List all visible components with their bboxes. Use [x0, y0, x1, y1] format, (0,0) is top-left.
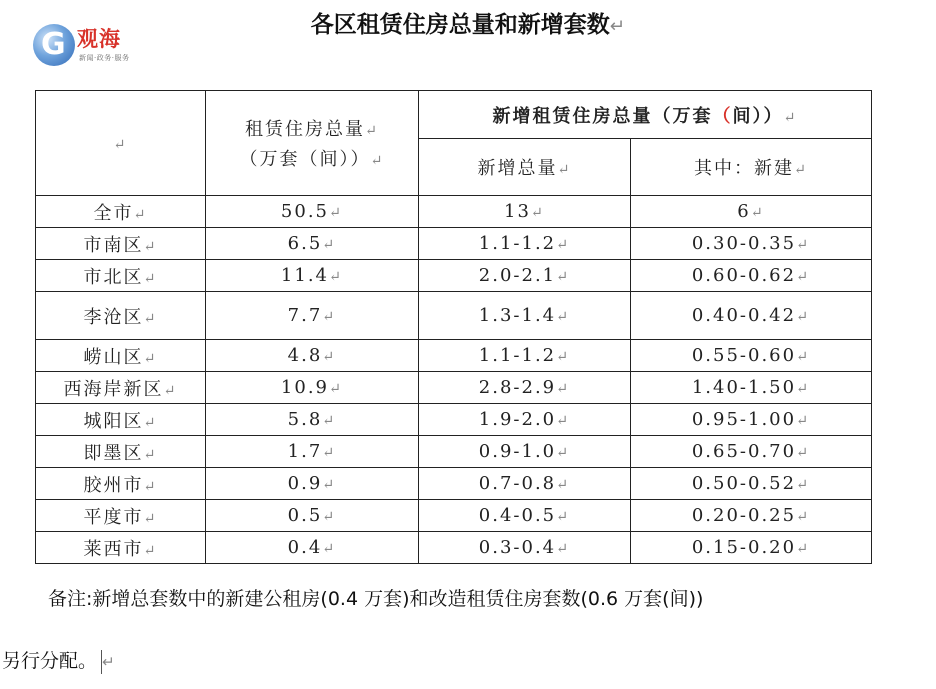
logo-brand: 观海	[77, 27, 121, 51]
cell-total	[206, 404, 419, 436]
cell-district	[36, 532, 206, 564]
cell-total-value: 5.8	[287, 409, 323, 430]
cell-new-built	[631, 292, 872, 340]
table-row	[36, 404, 872, 436]
cell-new-built-value: 0.95-1.00	[691, 409, 797, 430]
paragraph-mark: ↵	[783, 109, 798, 126]
cell-new-built	[631, 372, 872, 404]
paragraph-mark: ↵	[556, 269, 571, 285]
cell-new-built-value: 6	[737, 201, 751, 222]
cell-added-value: 1.3-1.4	[478, 305, 557, 326]
cell-new-built	[631, 228, 872, 260]
cell-new-built-value: 0.65-0.70	[691, 441, 797, 462]
paragraph-mark: ↵	[133, 206, 148, 223]
cell-total	[206, 372, 419, 404]
cell-district	[36, 500, 206, 532]
paragraph-mark: ↵	[556, 309, 571, 325]
paragraph-mark: ↵	[143, 270, 158, 287]
cell-total	[206, 532, 419, 564]
cell-new-built	[631, 340, 872, 372]
table-row	[36, 500, 872, 532]
header-group-text-b: 间））	[732, 105, 784, 127]
cell-added-value: 0.7-0.8	[478, 473, 557, 494]
paragraph-mark: ↵	[329, 381, 344, 397]
cell-total-value: 0.9	[287, 473, 323, 494]
cell-total	[206, 340, 419, 372]
paragraph-mark: ↵	[322, 445, 337, 461]
paragraph-mark: ↵	[796, 309, 811, 325]
cell-total-value: 1.7	[287, 441, 323, 462]
header-group-text-a: 新增租赁住房总量（万套	[492, 105, 713, 127]
paragraph-mark: ↵	[796, 541, 811, 557]
paragraph-mark: ↵	[143, 542, 158, 559]
paragraph-mark: ↵	[796, 445, 811, 461]
cell-district	[36, 228, 206, 260]
header-new-built	[631, 139, 872, 196]
cell-district-value: 莱西市	[83, 538, 144, 560]
paragraph-mark: ↵	[322, 349, 337, 365]
table-row	[36, 228, 872, 260]
cell-new-built-value: 0.40-0.42	[691, 305, 797, 326]
paragraph-mark: ↵	[750, 205, 765, 221]
paragraph-mark: ↵	[370, 153, 385, 169]
cell-added-value: 0.9-1.0	[478, 441, 557, 462]
cell-added	[419, 468, 631, 500]
cell-district-value: 全市	[93, 202, 134, 224]
header-new-total-text: 新增总量	[477, 158, 558, 179]
paragraph-mark: ↵	[143, 310, 158, 327]
note-line-2-wrap	[2, 647, 115, 676]
table-row	[36, 532, 872, 564]
paragraph-mark: ↵	[557, 162, 572, 178]
note-line-2: 另行分配。	[2, 650, 98, 672]
cell-added-value: 2.0-2.1	[478, 265, 557, 286]
paragraph-mark: ↵	[796, 477, 811, 493]
cell-total-value: 0.5	[287, 505, 323, 526]
logo-tagline: 新闻·政务·服务	[79, 54, 130, 62]
cell-added	[419, 260, 631, 292]
cell-district-value: 平度市	[83, 506, 144, 528]
header-new-group	[419, 91, 872, 139]
cell-new-built-value: 0.30-0.35	[691, 233, 797, 254]
paragraph-mark: ↵	[556, 445, 571, 461]
paragraph-mark: ↵	[609, 16, 626, 37]
header-total	[206, 91, 419, 196]
paragraph-mark: ↵	[143, 350, 158, 367]
cell-added	[419, 228, 631, 260]
paragraph-mark: ↵	[102, 653, 115, 671]
cell-total	[206, 500, 419, 532]
cell-new-built-value: 0.20-0.25	[691, 505, 797, 526]
cell-added-value: 1.1-1.2	[478, 233, 557, 254]
cell-total-value: 11.4	[280, 265, 329, 286]
cell-total	[206, 436, 419, 468]
header-group-paren: （	[712, 105, 733, 127]
cell-new-built-value: 0.15-0.20	[691, 537, 797, 558]
paragraph-mark: ↵	[556, 413, 571, 429]
header-total-line1-text: 租赁住房总量	[244, 119, 365, 140]
paragraph-mark: ↵	[364, 123, 380, 139]
cell-district-value: 崂山区	[83, 346, 144, 368]
cell-new-built	[631, 404, 872, 436]
paragraph-mark: ↵	[322, 509, 337, 525]
paragraph-mark: ↵	[556, 349, 571, 365]
cell-new-built	[631, 532, 872, 564]
cell-new-built-value: 1.40-1.50	[691, 377, 797, 398]
paragraph-mark: ↵	[796, 349, 811, 365]
cell-added-value: 1.1-1.2	[478, 345, 557, 366]
table-row	[36, 196, 872, 228]
cell-added	[419, 292, 631, 340]
cell-added	[419, 196, 631, 228]
paragraph-mark: ↵	[530, 205, 545, 221]
cell-new-built	[631, 468, 872, 500]
cell-district	[36, 340, 206, 372]
cell-added	[419, 340, 631, 372]
table-body	[36, 91, 872, 564]
table-row	[36, 436, 872, 468]
header-new-built-text: 其中：新建	[693, 158, 794, 179]
cell-district-value: 李沧区	[83, 306, 144, 328]
cell-district	[36, 260, 206, 292]
logo-letter: G	[41, 27, 66, 62]
paragraph-mark: ↵	[143, 478, 158, 495]
cell-total	[206, 228, 419, 260]
cell-district	[36, 292, 206, 340]
header-total-line1	[206, 115, 418, 141]
header-total-line2-text: （万套（间））	[239, 149, 371, 170]
paragraph-mark: ↵	[796, 413, 811, 429]
cell-new-built	[631, 500, 872, 532]
cell-total	[206, 468, 419, 500]
paragraph-mark: ↵	[143, 414, 158, 431]
table-row	[36, 292, 872, 340]
cell-total-value: 6.5	[287, 233, 323, 254]
cell-district-value: 市南区	[83, 234, 144, 256]
cell-district	[36, 372, 206, 404]
paragraph-mark: ↵	[556, 509, 571, 525]
cell-total-value: 7.7	[287, 305, 323, 326]
cell-new-built-value: 0.55-0.60	[691, 345, 797, 366]
cell-district-value: 胶州市	[83, 474, 144, 496]
paragraph-mark: ↵	[322, 541, 337, 557]
cell-added-value: 0.4-0.5	[478, 505, 557, 526]
table-row	[36, 468, 872, 500]
cell-district	[36, 436, 206, 468]
cell-district-value: 西海岸新区	[63, 378, 164, 400]
paragraph-mark: ↵	[113, 136, 128, 153]
paragraph-mark: ↵	[322, 309, 337, 325]
paragraph-mark: ↵	[796, 269, 811, 285]
paragraph-mark: ↵	[556, 381, 571, 397]
header-total-line2	[206, 145, 418, 171]
cell-added-value: 0.3-0.4	[478, 537, 557, 558]
cell-total	[206, 196, 419, 228]
paragraph-mark: ↵	[556, 477, 571, 493]
cell-district-value: 即墨区	[83, 442, 144, 464]
cell-new-built	[631, 436, 872, 468]
paragraph-mark: ↵	[322, 477, 337, 493]
header-district	[36, 91, 206, 196]
paragraph-mark: ↵	[793, 162, 809, 178]
paragraph-mark: ↵	[329, 269, 344, 285]
cell-added	[419, 532, 631, 564]
paragraph-mark: ↵	[329, 205, 344, 221]
rental-housing-table	[35, 90, 872, 564]
cell-added	[419, 436, 631, 468]
paragraph-mark: ↵	[556, 541, 571, 557]
paragraph-mark: ↵	[322, 413, 337, 429]
paragraph-mark: ↵	[796, 509, 811, 525]
cell-district	[36, 468, 206, 500]
cell-added-value: 1.9-2.0	[478, 409, 557, 430]
cell-new-built-value: 0.50-0.52	[691, 473, 797, 494]
document-title: 各区租赁住房总量和新增套数	[310, 12, 610, 38]
cell-added-value: 2.8-2.9	[478, 377, 557, 398]
cell-added-value: 13	[504, 201, 531, 222]
cell-new-built	[631, 196, 872, 228]
paragraph-mark: ↵	[143, 238, 158, 255]
cell-new-built	[631, 260, 872, 292]
cell-district	[36, 404, 206, 436]
header-row-1	[36, 91, 872, 139]
cell-district-value: 城阳区	[83, 410, 144, 432]
cell-total	[206, 260, 419, 292]
cell-added	[419, 404, 631, 436]
paragraph-mark: ↵	[163, 382, 178, 399]
paragraph-mark: ↵	[796, 381, 811, 397]
cell-district	[36, 196, 206, 228]
cell-new-built-value: 0.60-0.62	[691, 265, 797, 286]
paragraph-mark: ↵	[143, 510, 158, 527]
document-title-line	[0, 10, 936, 42]
cell-total-value: 50.5	[280, 201, 329, 222]
cell-added	[419, 500, 631, 532]
note-line-1: 备注:新增总套数中的新建公租房(0.4 万套)和改造租赁住房套数(0.6 万套(间))	[48, 588, 704, 610]
cell-district-value: 市北区	[83, 266, 144, 288]
paragraph-mark: ↵	[796, 237, 811, 253]
table-row	[36, 260, 872, 292]
table-row	[36, 340, 872, 372]
cell-total-value: 0.4	[287, 537, 323, 558]
cell-total-value: 10.9	[280, 377, 329, 398]
cell-added	[419, 372, 631, 404]
cell-total-value: 4.8	[287, 345, 323, 366]
paragraph-mark: ↵	[143, 446, 158, 463]
header-new-total	[419, 139, 631, 196]
cell-total	[206, 292, 419, 340]
paragraph-mark: ↵	[322, 237, 337, 253]
table-row	[36, 372, 872, 404]
paragraph-mark: ↵	[556, 237, 571, 253]
